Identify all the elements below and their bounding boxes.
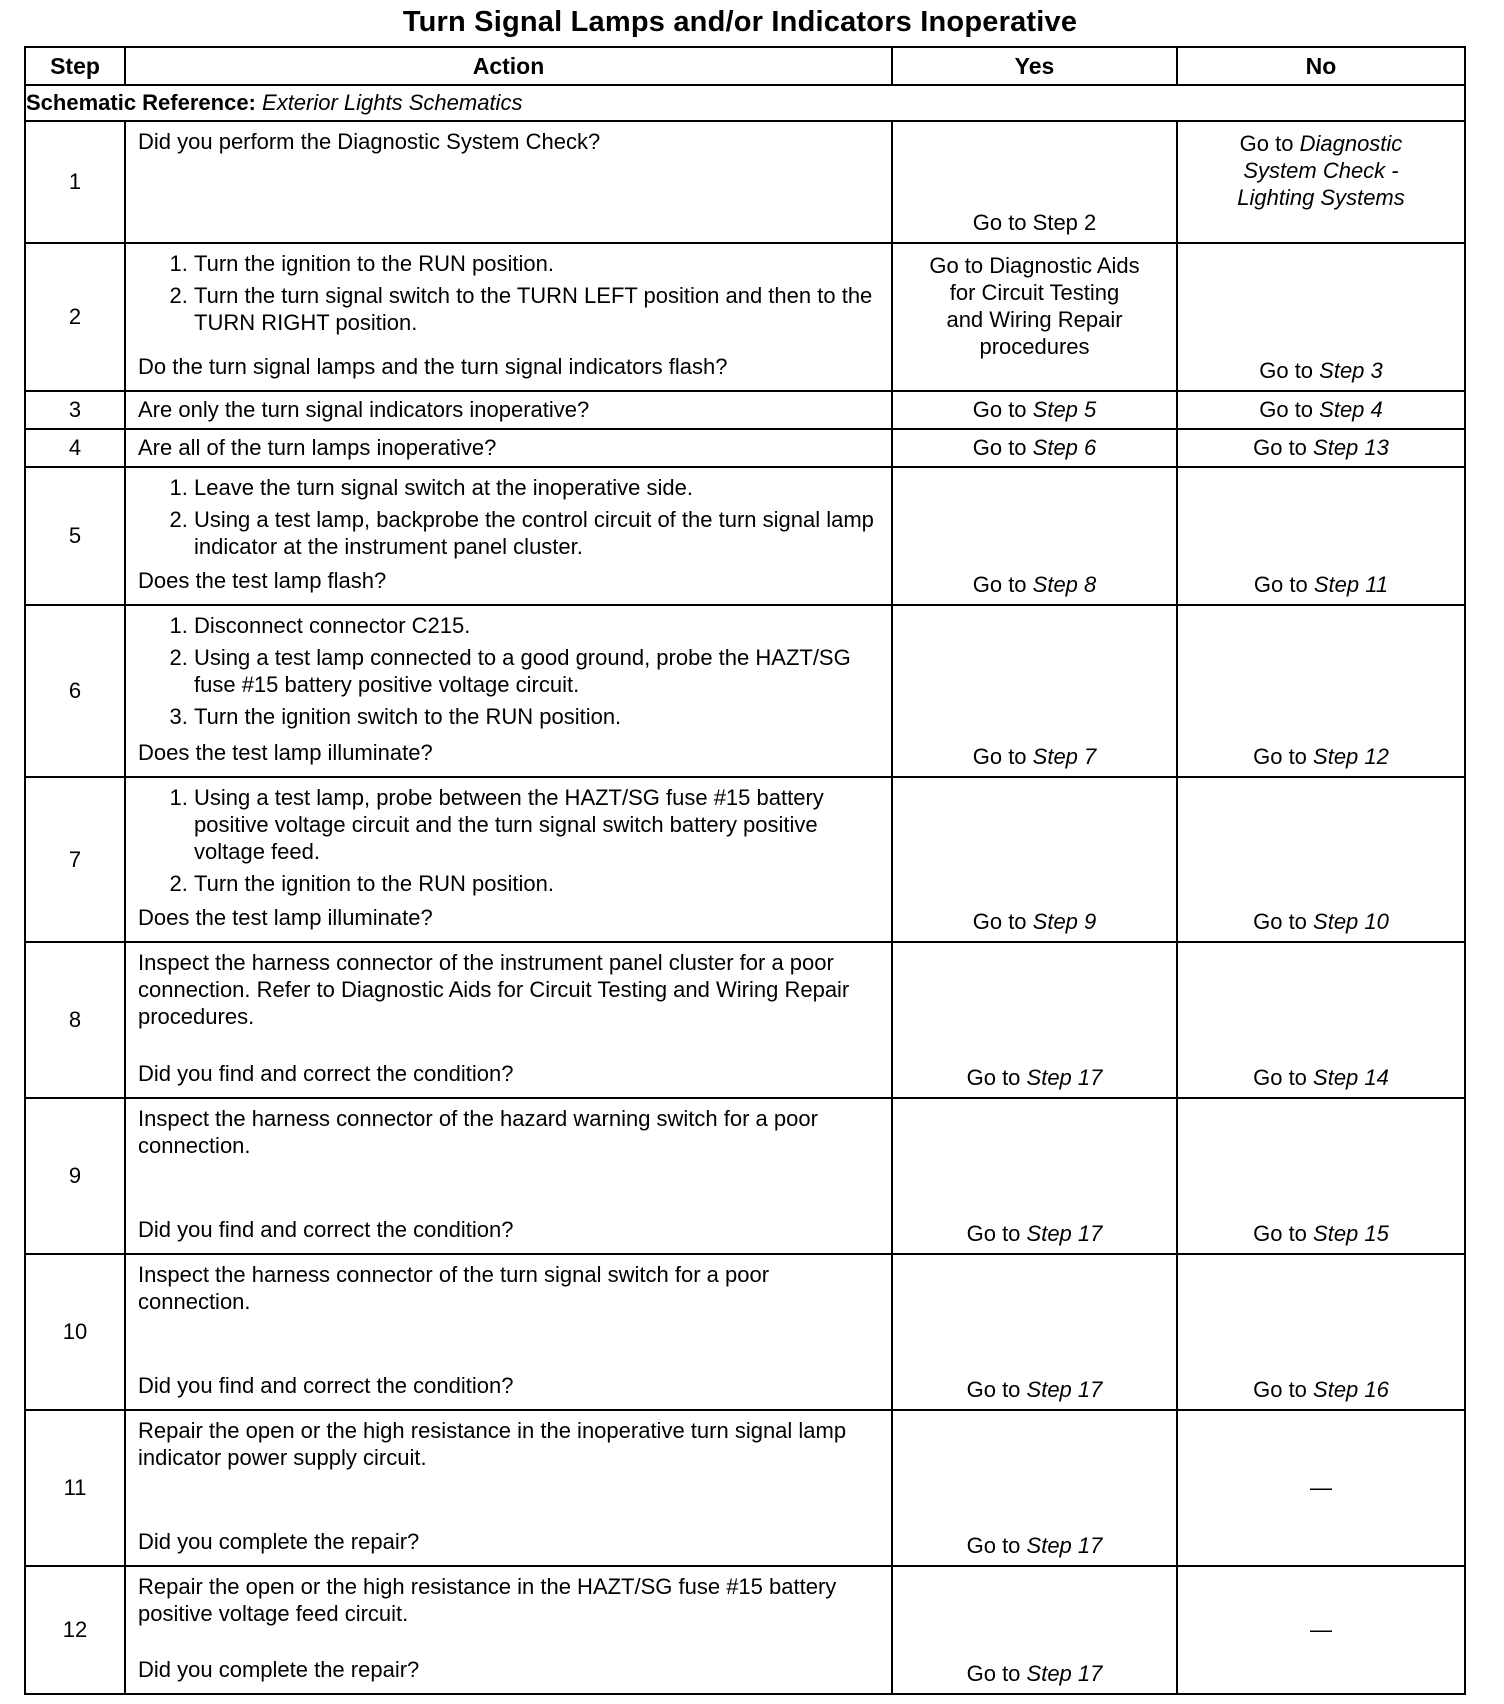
yes-answer-line: Go to Diagnostic Aids bbox=[929, 253, 1140, 278]
no-answer: — bbox=[1310, 1475, 1332, 1500]
yes-answer: Go to Step 2 bbox=[972, 210, 1097, 235]
yes-answer-prefix: Go to bbox=[972, 909, 1033, 934]
schematic-reference-label: Schematic Reference: bbox=[26, 90, 256, 115]
action-cell bbox=[125, 942, 892, 1098]
no-answer-prefix: Go to bbox=[1253, 435, 1314, 460]
no-answer bbox=[1178, 744, 1464, 770]
table-row bbox=[25, 467, 1465, 605]
yes-cell bbox=[892, 1410, 1177, 1566]
yes-answer-ref: Step 9 bbox=[1032, 909, 1097, 934]
yes-answer-prefix: Go to bbox=[966, 1377, 1027, 1402]
action-step-item: 2. Turn the ignition to the RUN position. bbox=[194, 870, 875, 897]
no-cell bbox=[1177, 467, 1465, 605]
header-action: Action bbox=[125, 47, 892, 85]
action-steps bbox=[138, 474, 875, 565]
yes-cell bbox=[892, 605, 1177, 777]
yes-answer-prefix: Go to bbox=[966, 1533, 1027, 1558]
yes-answer bbox=[893, 1661, 1176, 1687]
yes-cell bbox=[892, 243, 1177, 391]
action-question: Did you perform the Diagnostic System Check? bbox=[138, 129, 601, 154]
no-answer-ref: Step 10 bbox=[1313, 909, 1389, 934]
no-answer-ref: Step 11 bbox=[1313, 572, 1389, 597]
no-answer-ref: Step 15 bbox=[1313, 1221, 1389, 1246]
step-number: 9 bbox=[25, 1098, 125, 1254]
diagnostic-table bbox=[24, 46, 1466, 1695]
action-step-item: 1. Disconnect connector C215. bbox=[194, 612, 875, 639]
action-steps bbox=[138, 250, 875, 341]
no-answer-prefix: Go to bbox=[1253, 909, 1314, 934]
table-row bbox=[25, 605, 1465, 777]
yes-cell bbox=[892, 777, 1177, 942]
no-answer-prefix: Go to bbox=[1253, 1065, 1314, 1090]
no-answer bbox=[1178, 572, 1464, 598]
no-cell bbox=[1177, 1566, 1465, 1694]
schematic-reference-value: Exterior Lights Schematics bbox=[262, 90, 523, 115]
no-cell bbox=[1177, 942, 1465, 1098]
yes-answer-line: procedures bbox=[979, 334, 1090, 359]
header-yes: Yes bbox=[892, 47, 1177, 85]
action-step-item: 3. Turn the ignition switch to the RUN position. bbox=[194, 703, 875, 730]
no-answer bbox=[1178, 1377, 1464, 1403]
yes-answer bbox=[893, 744, 1176, 770]
yes-answer-line: and Wiring Repair bbox=[946, 307, 1123, 332]
yes-answer-ref: Step 6 bbox=[1032, 435, 1097, 460]
action-cell bbox=[125, 243, 892, 391]
no-answer-prefix: Go to bbox=[1253, 1377, 1314, 1402]
no-answer bbox=[1178, 358, 1464, 384]
action-cell bbox=[125, 1566, 892, 1694]
yes-answer-ref: Step 17 bbox=[1026, 1533, 1103, 1558]
header-row bbox=[25, 47, 1465, 85]
no-cell bbox=[1177, 243, 1465, 391]
action-question: Does the test lamp illuminate? bbox=[138, 905, 433, 930]
header-no: No bbox=[1177, 47, 1465, 85]
no-cell bbox=[1177, 391, 1465, 429]
action-question: Are only the turn signal indicators inoperative? bbox=[138, 397, 590, 422]
yes-answer-prefix: Go to bbox=[966, 1065, 1027, 1090]
yes-cell bbox=[892, 121, 1177, 243]
no-answer-prefix: Go to bbox=[1253, 744, 1314, 769]
no-answer-ref: Step 3 bbox=[1319, 358, 1383, 383]
action-step-item: 2. Turn the turn signal switch to the TURN LEFT position and then to the TURN RIGHT position. bbox=[194, 282, 875, 336]
no-answer bbox=[1178, 397, 1464, 423]
yes-answer-prefix: Go to bbox=[972, 435, 1033, 460]
action-step-item: 1. Leave the turn signal switch at the inoperative side. bbox=[194, 474, 875, 501]
table-row bbox=[25, 1566, 1465, 1694]
action-step-item: 1. Turn the ignition to the RUN position. bbox=[194, 250, 875, 277]
yes-cell bbox=[892, 1566, 1177, 1694]
step-number: 10 bbox=[25, 1254, 125, 1410]
no-answer-prefix: Go to bbox=[1259, 397, 1320, 422]
step-number: 11 bbox=[25, 1410, 125, 1566]
table-row bbox=[25, 121, 1465, 243]
no-answer-ref: Step 13 bbox=[1313, 435, 1389, 460]
yes-answer-ref: Step 17 bbox=[1026, 1377, 1103, 1402]
yes-answer-ref: Step 5 bbox=[1032, 397, 1097, 422]
yes-answer bbox=[893, 1221, 1176, 1247]
step-number: 7 bbox=[25, 777, 125, 942]
yes-cell bbox=[892, 942, 1177, 1098]
table-row bbox=[25, 1410, 1465, 1566]
action-cell bbox=[125, 121, 892, 243]
action-question: Does the test lamp flash? bbox=[138, 568, 387, 593]
step-number: 4 bbox=[25, 429, 125, 467]
step-number: 2 bbox=[25, 243, 125, 391]
table-row bbox=[25, 1098, 1465, 1254]
action-cell bbox=[125, 777, 892, 942]
yes-answer bbox=[893, 252, 1176, 360]
table-row bbox=[25, 391, 1465, 429]
action-cell bbox=[125, 391, 892, 429]
no-answer-prefix: Go to bbox=[1253, 1221, 1314, 1246]
yes-cell bbox=[892, 429, 1177, 467]
action-question: Did you find and correct the condition? bbox=[138, 1373, 514, 1398]
action-steps bbox=[138, 612, 875, 735]
action-cell bbox=[125, 1254, 892, 1410]
yes-answer bbox=[893, 909, 1176, 935]
table-row bbox=[25, 942, 1465, 1098]
no-cell bbox=[1177, 1410, 1465, 1566]
page-title: Turn Signal Lamps and/or Indicators Inoperative bbox=[402, 6, 1078, 38]
no-cell bbox=[1177, 121, 1465, 243]
no-cell bbox=[1177, 1254, 1465, 1410]
header-step: Step bbox=[25, 47, 125, 85]
no-cell bbox=[1177, 429, 1465, 467]
action-question: Are all of the turn lamps inoperative? bbox=[138, 435, 497, 460]
action-step-item: 1. Using a test lamp, probe between the HAZT/SG fuse #15 battery positive voltage circuit and the turn signal switch battery positive voltage feed. bbox=[194, 784, 875, 865]
schematic-reference-row bbox=[25, 85, 1465, 121]
action-text: Repair the open or the high resistance in the HAZT/SG fuse #15 battery positive voltage feed circuit. bbox=[138, 1574, 837, 1626]
yes-cell bbox=[892, 391, 1177, 429]
action-cell bbox=[125, 429, 892, 467]
action-cell bbox=[125, 1410, 892, 1566]
table-row bbox=[25, 777, 1465, 942]
no-answer-ref: Step 14 bbox=[1313, 1065, 1389, 1090]
no-cell bbox=[1177, 777, 1465, 942]
yes-cell bbox=[892, 1098, 1177, 1254]
action-question: Did you complete the repair? bbox=[138, 1657, 420, 1682]
yes-cell bbox=[892, 467, 1177, 605]
action-cell bbox=[125, 605, 892, 777]
yes-answer-prefix: Go to bbox=[972, 572, 1033, 597]
yes-answer bbox=[893, 1533, 1176, 1559]
step-number: 1 bbox=[25, 121, 125, 243]
yes-answer bbox=[893, 1377, 1176, 1403]
schematic-reference bbox=[25, 85, 1465, 121]
action-steps bbox=[138, 784, 875, 902]
yes-answer-prefix: Go to bbox=[972, 744, 1033, 769]
no-answer bbox=[1178, 130, 1464, 211]
yes-answer-prefix: Go to bbox=[972, 397, 1033, 422]
yes-answer-ref: Step 17 bbox=[1026, 1661, 1103, 1686]
step-number: 3 bbox=[25, 391, 125, 429]
no-answer-prefix: Go to bbox=[1239, 131, 1300, 156]
no-answer-prefix: Go to bbox=[1259, 358, 1320, 383]
yes-answer bbox=[893, 435, 1176, 461]
yes-cell bbox=[892, 1254, 1177, 1410]
action-question: Did you find and correct the condition? bbox=[138, 1061, 514, 1086]
yes-answer bbox=[893, 397, 1176, 423]
no-answer: — bbox=[1310, 1617, 1332, 1642]
yes-answer-line: for Circuit Testing bbox=[949, 280, 1120, 305]
table-row bbox=[25, 243, 1465, 391]
yes-answer-ref: Step 17 bbox=[1026, 1065, 1103, 1090]
action-text: Inspect the harness connector of the instrument panel cluster for a poor connection. Refer to Diagnostic Aids for Circuit Testing and Wiring Repair procedures. bbox=[138, 950, 850, 1029]
no-answer-ref: Step 4 bbox=[1319, 397, 1383, 422]
step-number: 5 bbox=[25, 467, 125, 605]
step-number: 12 bbox=[25, 1566, 125, 1694]
no-answer bbox=[1178, 1065, 1464, 1091]
action-question: Did you complete the repair? bbox=[138, 1529, 420, 1554]
yes-answer bbox=[893, 572, 1176, 598]
no-answer-ref: System Check - bbox=[1243, 158, 1399, 183]
no-answer-ref: Step 12 bbox=[1313, 744, 1389, 769]
action-text: Repair the open or the high resistance in the inoperative turn signal lamp indicator power supply circuit. bbox=[138, 1418, 847, 1470]
no-answer bbox=[1178, 1221, 1464, 1247]
no-answer-ref: Step 16 bbox=[1313, 1377, 1389, 1402]
action-cell bbox=[125, 467, 892, 605]
action-cell bbox=[125, 1098, 892, 1254]
action-question: Did you find and correct the condition? bbox=[138, 1217, 514, 1242]
table-row bbox=[25, 429, 1465, 467]
yes-answer-ref: Step 8 bbox=[1032, 572, 1097, 597]
action-text: Inspect the harness connector of the turn signal switch for a poor connection. bbox=[138, 1262, 770, 1314]
no-answer bbox=[1178, 909, 1464, 935]
step-number: 8 bbox=[25, 942, 125, 1098]
action-step-item: 2. Using a test lamp connected to a good ground, probe the HAZT/SG fuse #15 battery positive voltage circuit. bbox=[194, 644, 875, 698]
table-row bbox=[25, 1254, 1465, 1410]
action-step-item: 2. Using a test lamp, backprobe the control circuit of the turn signal lamp indicator at the instrument panel cluster. bbox=[194, 506, 875, 560]
no-answer-ref: Lighting Systems bbox=[1237, 185, 1405, 210]
yes-answer-ref: Step 7 bbox=[1032, 744, 1097, 769]
step-number: 6 bbox=[25, 605, 125, 777]
no-answer-prefix: Go to bbox=[1253, 572, 1314, 597]
yes-answer-prefix: Go to bbox=[966, 1661, 1027, 1686]
yes-answer bbox=[893, 1065, 1176, 1091]
action-text: Inspect the harness connector of the hazard warning switch for a poor connection. bbox=[138, 1106, 818, 1158]
yes-answer-ref: Step 17 bbox=[1026, 1221, 1103, 1246]
no-cell bbox=[1177, 1098, 1465, 1254]
no-cell bbox=[1177, 605, 1465, 777]
action-question: Do the turn signal lamps and the turn signal indicators flash? bbox=[138, 354, 728, 379]
no-answer-ref: Diagnostic bbox=[1299, 131, 1403, 156]
yes-answer-prefix: Go to bbox=[966, 1221, 1027, 1246]
no-answer bbox=[1178, 435, 1464, 461]
action-question: Does the test lamp illuminate? bbox=[138, 740, 433, 765]
